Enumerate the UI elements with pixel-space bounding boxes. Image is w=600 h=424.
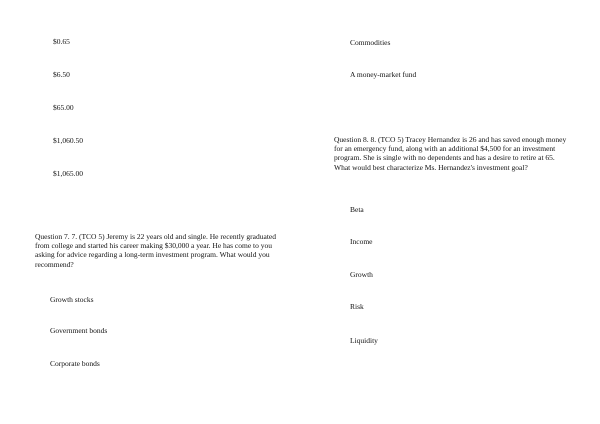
answer-option[interactable]: Liquidity — [350, 336, 378, 345]
answer-option[interactable]: Commodities — [350, 38, 391, 47]
answer-option[interactable]: Beta — [350, 205, 364, 214]
answer-option[interactable]: $1,065.00 — [53, 169, 83, 178]
answer-option[interactable]: $65.00 — [53, 103, 74, 112]
answer-option[interactable]: $6.50 — [53, 70, 70, 79]
question-7-text: Question 7. 7. (TCO 5) Jeremy is 22 years old and single. He recently graduated from college and started his career making $30,000 a year. He has come to you asking for advice regarding a long-term investment program. What would you recommend? — [35, 232, 276, 269]
answer-option[interactable]: $1,060.50 — [53, 136, 83, 145]
answer-option[interactable]: Government bonds — [50, 326, 108, 335]
answer-option[interactable]: $0.65 — [53, 37, 70, 46]
answer-option[interactable]: Growth — [350, 270, 373, 279]
answer-option[interactable]: Income — [350, 237, 373, 246]
answer-option[interactable]: Corporate bonds — [50, 359, 100, 368]
answer-option[interactable]: A money-market fund — [350, 70, 417, 79]
question-8-text: Question 8. 8. (TCO 5) Tracey Hernandez is 26 and has saved enough money for an emergency fund, along with an additional $4,500 for an investment program. She is single with no dependents and has a desire to retire at 65. What would best characterize Ms. Hernandez's investment goal? — [334, 135, 567, 172]
answer-option[interactable]: Growth stocks — [50, 295, 94, 304]
answer-option[interactable]: Risk — [350, 302, 364, 311]
